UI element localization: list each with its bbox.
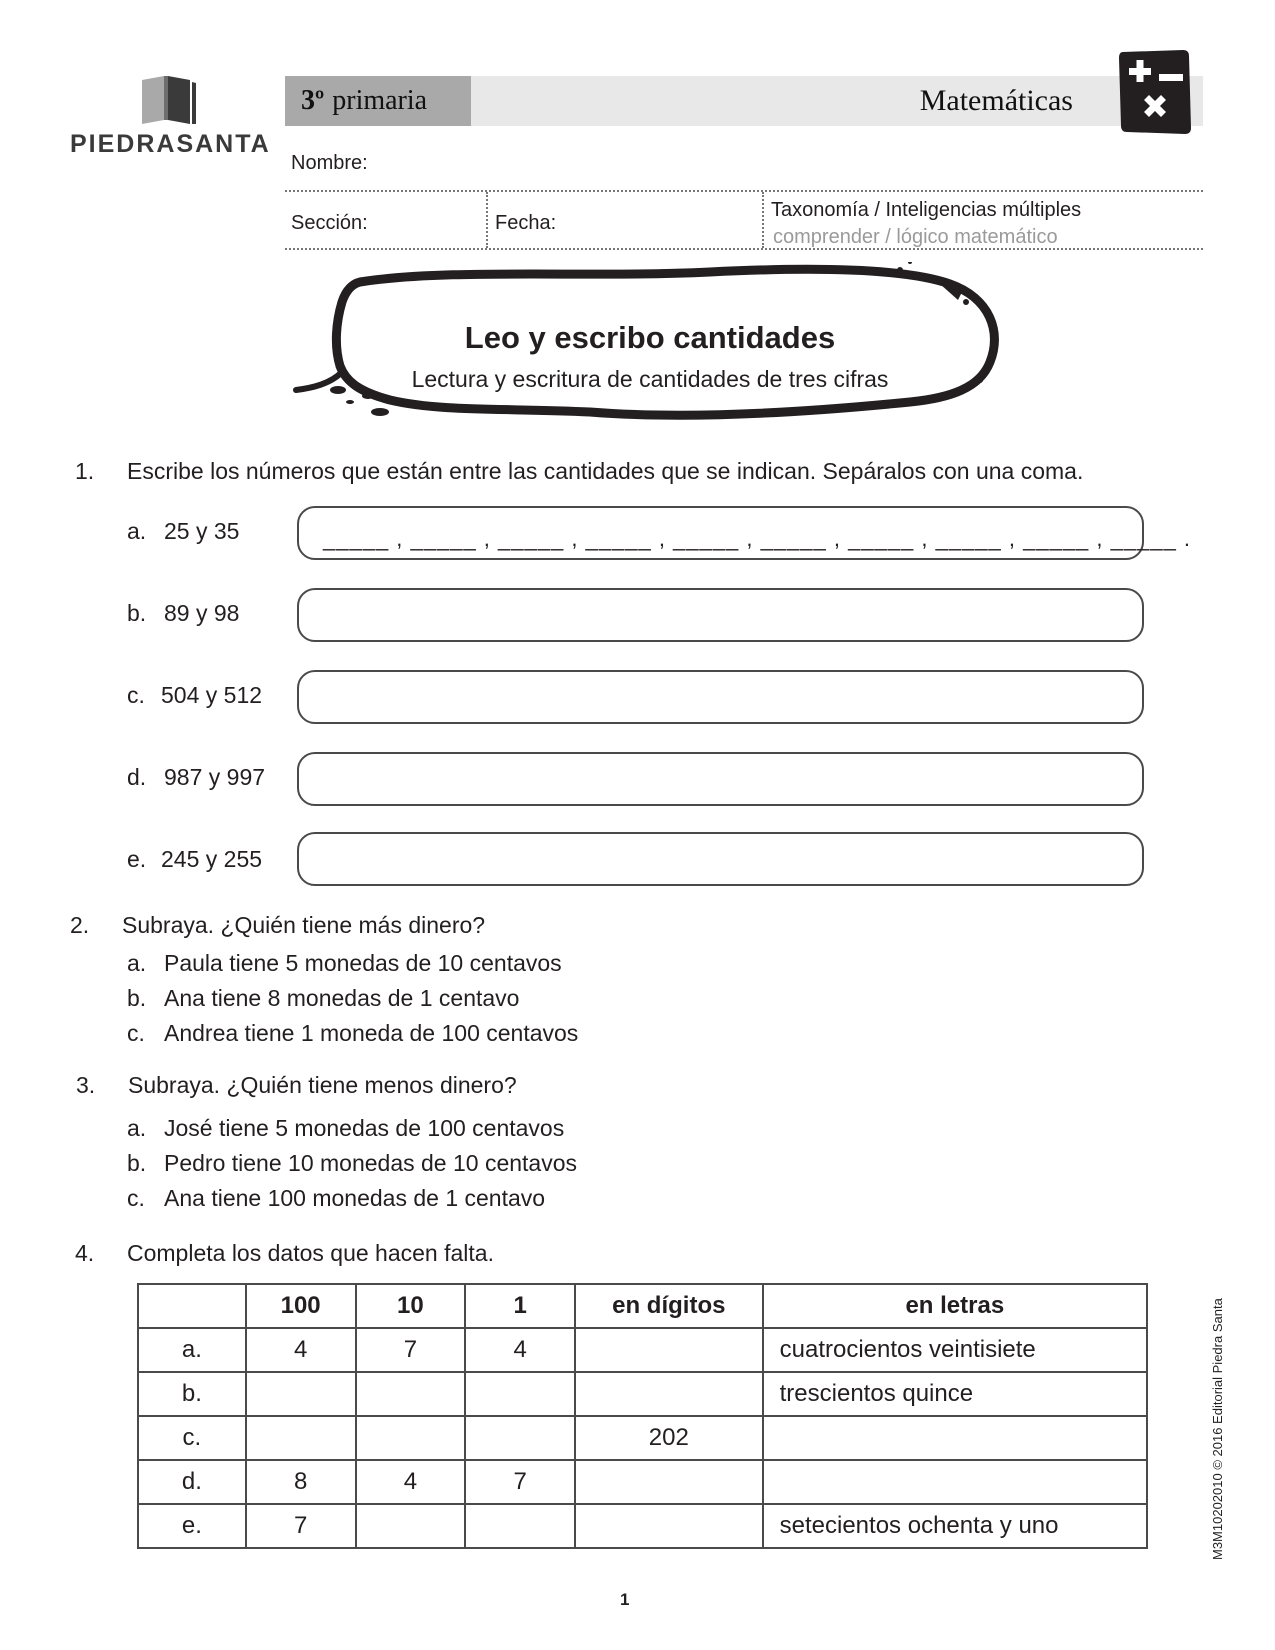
table-row [138,1372,1147,1416]
table-cell[interactable] [575,1372,763,1416]
form-divider-vertical-2 [762,192,764,248]
q2-item-letter: c. [127,1020,145,1046]
place-value-table [137,1283,1148,1549]
q2-item-text[interactable]: Paula tiene 5 monedas de 10 centavos [164,950,562,976]
q2-item-letter: a. [127,950,147,976]
table-cell[interactable] [575,1460,763,1504]
answer-box-c[interactable] [297,670,1144,724]
q1-item-letter: e. [127,846,147,872]
subject-text: Matemáticas [919,84,1073,117]
q2-item-text[interactable]: Ana tiene 8 monedas de 1 centavo [164,985,520,1011]
form-divider-top [285,190,1203,192]
answer-box-e[interactable] [297,832,1144,886]
q4-number: 4. [75,1240,95,1266]
taxonomy-value: comprender / lógico matemático [773,226,1058,248]
q2-item-text[interactable]: Andrea tiene 1 moneda de 100 centavos [164,1020,579,1046]
table-cell[interactable] [246,1416,356,1460]
subject-title [471,76,1203,126]
worksheet-title: Leo y escribo cantidades [464,320,836,355]
q1-item-text: 504 y 512 [161,682,263,708]
table-cell: 4 [356,1460,466,1504]
table-header [138,1284,246,1328]
answer-box-a[interactable] [297,506,1192,560]
table-cell[interactable] [763,1416,1147,1460]
q3-item-letter: c. [127,1185,145,1211]
table-header: en dígitos [575,1284,763,1328]
q1-item-text: 245 y 255 [161,846,263,872]
table-cell[interactable] [465,1504,575,1548]
table-row [138,1460,1147,1504]
q3-item-text[interactable]: Pedro tiene 10 monedas de 10 centavos [164,1150,578,1176]
q3-item-letter: a. [127,1115,147,1141]
q1-prompt: Escribe los números que están entre las cantidades que se indican. Sepáralos con una coma. [127,458,1084,484]
q4-prompt: Completa los datos que hacen falta. [127,1240,494,1266]
row-label: b. [138,1372,246,1416]
q1-item-text: 25 y 35 [164,518,240,544]
plus-minus-times-icon [1115,48,1195,136]
table-header: 10 [356,1284,466,1328]
worksheet-subtitle: Lectura y escritura de cantidades de tres cifras [411,366,889,392]
q1-item-letter: d. [127,764,147,790]
q1-item-letter: c. [127,682,145,708]
table-cell[interactable] [575,1328,763,1372]
book-logo-icon [138,74,198,126]
name-label: Nombre: [291,152,368,174]
q1-number: 1. [75,458,95,484]
q2-prompt: Subraya. ¿Quién tiene más dinero? [122,912,486,938]
table-cell: 7 [356,1328,466,1372]
table-header: 100 [246,1284,356,1328]
section-label: Sección: [291,212,368,234]
row-label: c. [138,1416,246,1460]
q2-number: 2. [70,912,90,938]
table-cell: cuatrocientos veintisiete [763,1328,1147,1372]
page-number: 1 [620,1590,630,1609]
table-cell: trescientos quince [763,1372,1147,1416]
q1-item-letter: a. [127,518,147,544]
table-cell[interactable] [465,1372,575,1416]
table-row [138,1504,1147,1548]
table-cell[interactable] [465,1416,575,1460]
q1-item-letter: b. [127,600,147,626]
q1-item-text: 987 y 997 [164,764,266,790]
table-cell: setecientos ochenta y uno [763,1504,1147,1548]
q3-number: 3. [76,1072,96,1098]
table-cell[interactable] [763,1460,1147,1504]
q3-prompt: Subraya. ¿Quién tiene menos dinero? [128,1072,517,1098]
row-label: d. [138,1460,246,1504]
brand-logo-text: PIEDRASANTA [70,130,271,158]
answer-box-b[interactable] [297,588,1144,642]
table-row [138,1328,1147,1372]
taxonomy-label: Taxonomía / Inteligencias múltiples [771,199,1082,221]
table-row [138,1416,1147,1460]
table-header: 1 [465,1284,575,1328]
copyright-note: M3M10202010 © 2016 Editorial Piedra Santa [1210,1298,1225,1560]
q2-item-letter: b. [127,985,147,1011]
q3-item-letter: b. [127,1150,147,1176]
table-cell[interactable] [356,1372,466,1416]
table-cell: 7 [246,1504,356,1548]
table-cell[interactable] [356,1504,466,1548]
table-cell: 202 [575,1416,763,1460]
grade-text: primaria [332,85,428,116]
table-cell: 4 [465,1328,575,1372]
form-divider-bottom [285,248,1203,250]
table-cell: 7 [465,1460,575,1504]
form-divider-vertical-1 [486,192,488,248]
answer-box-d[interactable] [297,752,1144,806]
grade-number: 3º [301,85,325,116]
table-header-row [138,1284,1147,1328]
table-header: en letras [763,1284,1147,1328]
answer-blanks: _____ , _____ , _____ , _____ , _____ , _____ , _____ , _____ , _____ , _____ . [323,526,1192,551]
q1-item-text: 89 y 98 [164,600,240,626]
table-cell: 4 [246,1328,356,1372]
row-label: e. [138,1504,246,1548]
q3-item-text[interactable]: José tiene 5 monedas de 100 centavos [164,1115,565,1141]
table-cell: 8 [246,1460,356,1504]
table-cell[interactable] [356,1416,466,1460]
q3-item-text[interactable]: Ana tiene 100 monedas de 1 centavo [164,1185,546,1211]
table-cell[interactable] [246,1372,356,1416]
date-label: Fecha: [495,212,557,234]
table-cell[interactable] [575,1504,763,1548]
row-label: a. [138,1328,246,1372]
grade-label [285,76,471,126]
